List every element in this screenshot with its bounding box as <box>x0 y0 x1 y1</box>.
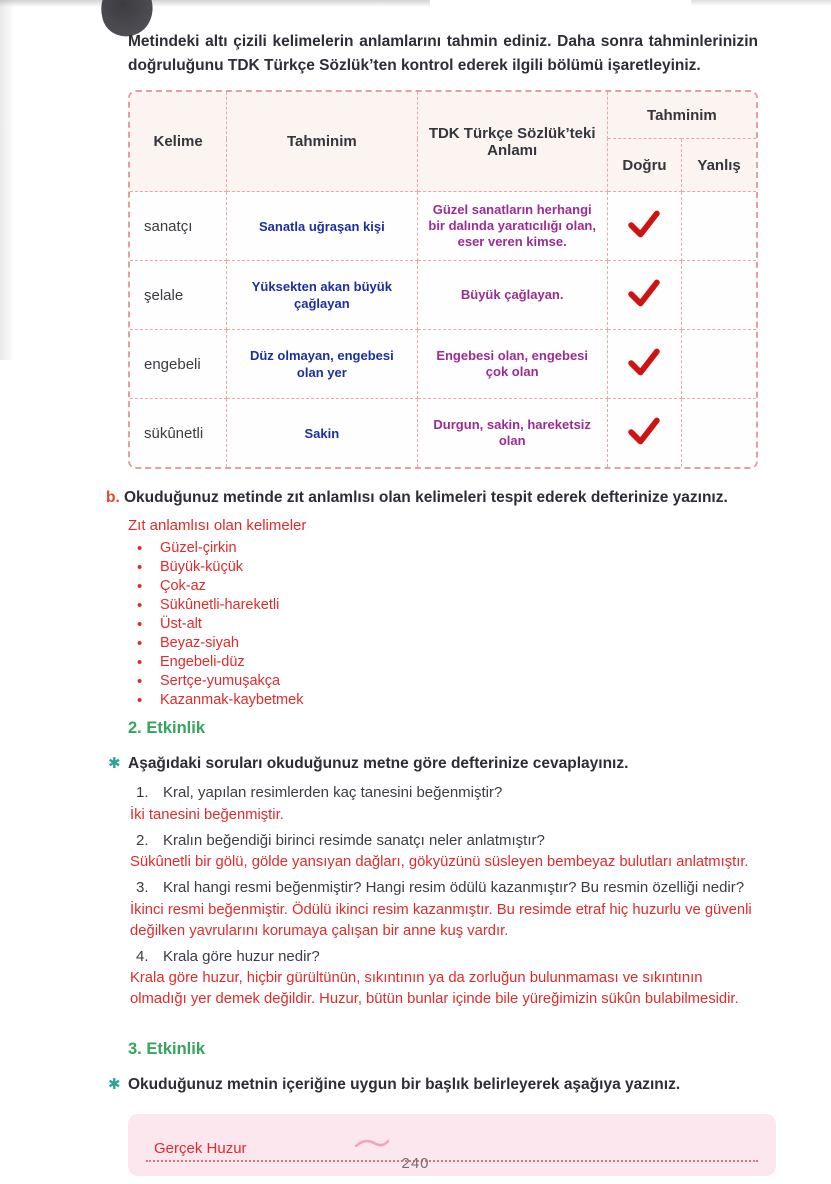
activity-2-title: 2. Etkinlik <box>128 719 206 737</box>
checkmark-icon <box>625 417 663 450</box>
pink-scribble-decoration <box>0 1136 787 1154</box>
yanlis-mark-cell <box>682 330 756 399</box>
column-header-tahminim: Tahminim <box>227 92 417 192</box>
yanlis-mark-cell <box>682 261 756 330</box>
checkmark-icon <box>625 348 663 381</box>
yanlis-mark-cell <box>682 399 756 468</box>
question-text: Kral hangi resmi beğenmiştir? Hangi resim ödülü kazanmıştır? Bu resmin özelliği nedir? <box>163 879 745 896</box>
question-list <box>128 782 758 1010</box>
table-row <box>130 261 756 330</box>
dogru-mark-cell <box>607 192 681 261</box>
opposite-pair: Üst-alt <box>160 616 202 632</box>
question-item <box>128 830 758 874</box>
activity-3-title: 3. Etkinlik <box>128 1040 206 1058</box>
question-item <box>128 782 758 826</box>
list-item <box>128 558 758 577</box>
dogru-mark-cell <box>607 399 681 468</box>
table-row <box>130 192 756 261</box>
answer-text: Krala göre huzur, hiçbir gürültünün, sıkıntının ya da zorluğun bulunmaması ve sıkıntının olmadığı yer demek değildir. Huzur, bütün bunlar içinde bile yüreğimizin sükûn bulabilmesidir. <box>130 970 739 1007</box>
word-cell: sanatçı <box>130 192 227 261</box>
checkmark-icon <box>625 279 663 312</box>
guess-cell: Sanatla uğraşan kişi <box>227 192 417 261</box>
yanlis-mark-cell <box>682 192 756 261</box>
section-b-prompt: Okuduğunuz metinde zıt anlamlısı olan kelimeleri tespit ederek defterinize yazınız. <box>124 489 728 506</box>
question-text: Krala göre huzur nedir? <box>163 947 320 965</box>
list-item <box>128 577 758 596</box>
bullet-icon: • <box>137 559 143 576</box>
opposite-pair: Güzel-çirkin <box>160 540 237 556</box>
vocabulary-table-wrapper <box>128 90 758 469</box>
opposites-answer-heading: Zıt anlamlısı olan kelimeler <box>128 517 307 534</box>
column-header-yanlis: Yanlış <box>682 139 756 192</box>
star-icon: ✱ <box>108 755 121 772</box>
word-cell: şelale <box>130 261 227 330</box>
bullet-icon: • <box>137 578 143 595</box>
question-number: 2. <box>136 831 149 849</box>
list-item <box>128 672 758 691</box>
exercise-instruction: Metindeki altı çizili kelimelerin anlamlarını tahmin ediniz. Daha sonra tahminlerinizin doğruluğunu TDK Türkçe Sözlük’ten kontrol ederek ilgili bölümü işaretleyiniz. <box>128 33 758 74</box>
question-text: Kralın beğendiği birinci resimde sanatçı neler anlatmıştır? <box>163 831 545 849</box>
activity-3-prompt: Okuduğunuz metnin içeriğine uygun bir başlık belirleyerek aşağıya yazınız. <box>128 1076 681 1093</box>
activity-3-prompt-row <box>108 1073 758 1096</box>
bullet-icon: • <box>137 597 143 614</box>
question-text: Kral, yapılan resimlerden kaç tanesini beğenmiştir? <box>163 784 503 801</box>
word-cell: engebeli <box>130 330 227 399</box>
section-b-label: b. <box>106 489 120 506</box>
guess-cell: Yüksekten akan büyük çağlayan <box>227 261 417 330</box>
list-item <box>128 691 758 710</box>
bullet-icon: • <box>137 654 143 671</box>
answer-text: İki tanesini beğenmiştir. <box>130 806 284 823</box>
opposite-pair: Çok-az <box>160 578 206 594</box>
dogru-mark-cell <box>607 261 681 330</box>
opposite-pair: Sertçe-yumuşakça <box>160 673 281 689</box>
title-answer-text: Gerçek Huzur <box>154 1140 247 1157</box>
list-item <box>128 634 758 653</box>
opposite-pair: Engebeli-düz <box>160 654 245 670</box>
page-number: 240 <box>401 1155 430 1172</box>
column-header-tahminim-group: Tahminim <box>607 92 756 139</box>
tdk-meaning-cell: Durgun, sakin, hareketsiz olan <box>417 399 607 468</box>
question-item <box>128 877 758 942</box>
table-row <box>130 399 756 468</box>
vocabulary-table <box>130 92 756 467</box>
tdk-meaning-cell: Güzel sanatların herhangi bir dalında yaratıcılığı olan, eser veren kimse. <box>417 192 607 261</box>
column-header-tdk: TDK Türkçe Sözlük’teki Anlamı <box>417 92 607 192</box>
column-header-dogru: Doğru <box>607 139 681 192</box>
opposites-list <box>128 539 758 710</box>
list-item <box>128 539 758 558</box>
table-row <box>130 330 756 399</box>
bullet-icon: • <box>137 673 143 690</box>
list-item <box>128 653 758 672</box>
tdk-meaning-cell: Büyük çağlayan. <box>417 261 607 330</box>
guess-cell: Düz olmayan, engebesi olan yer <box>227 330 417 399</box>
bullet-icon: • <box>137 540 143 557</box>
bullet-icon: • <box>137 692 143 709</box>
dogru-mark-cell <box>607 330 681 399</box>
bullet-icon: • <box>137 616 143 633</box>
answer-text: Sükûnetli bir gölü, gölde yansıyan dağları, gökyüzünü süsleyen bembeyaz bulutları anlatmıştır. <box>130 854 749 870</box>
question-number: 3. <box>136 879 149 896</box>
opposite-pair: Sükûnetli-hareketli <box>160 597 280 613</box>
tdk-meaning-cell: Engebesi olan, engebesi çok olan <box>417 330 607 399</box>
column-header-kelime: Kelime <box>130 92 227 192</box>
opposite-pair: Beyaz-siyah <box>160 635 239 651</box>
bullet-icon: • <box>137 635 143 652</box>
activity-2-prompt-row <box>108 752 758 775</box>
opposite-pair: Kazanmak-kaybetmek <box>160 692 304 708</box>
list-item <box>128 615 758 634</box>
opposite-pair: Büyük-küçük <box>160 559 244 575</box>
question-number: 4. <box>136 947 149 965</box>
star-icon: ✱ <box>108 1076 121 1093</box>
question-number: 1. <box>136 784 149 801</box>
section-b <box>106 486 758 509</box>
list-item <box>128 596 758 615</box>
question-item <box>128 946 758 1011</box>
word-cell: sükûnetli <box>130 399 227 468</box>
guess-cell: Sakin <box>227 399 417 468</box>
checkmark-icon <box>625 210 663 243</box>
activity-2-prompt: Aşağıdaki soruları okuduğunuz metne göre defterinize cevaplayınız. <box>128 755 629 772</box>
page-footer <box>0 1136 831 1172</box>
answer-text: İkinci resmi beğenmiştir. Ödülü ikinci resim kazanmıştır. Bu resimde etraf hiç huzurlu ve güvenli değilken yavrularını korumaya çalışan bir anne kuş vardır. <box>130 901 752 939</box>
